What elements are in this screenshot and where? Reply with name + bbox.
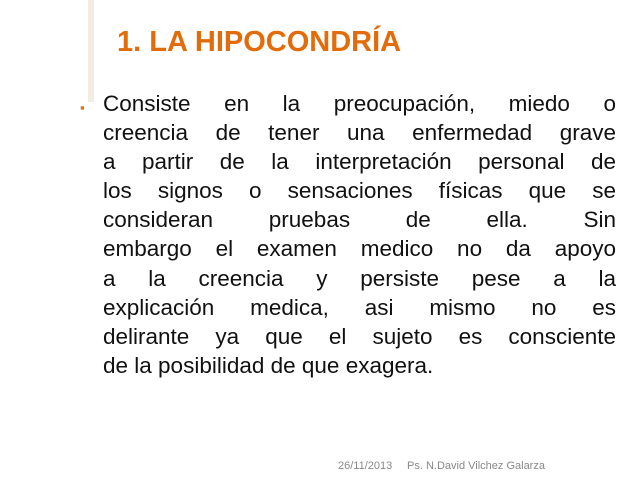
- body-line: consideran pruebas de ella. Sin: [103, 207, 616, 233]
- body-line: delirante ya que el sujeto es consciente: [103, 323, 616, 349]
- footer-author: Ps. N.David Vilchez Galarza: [407, 460, 545, 472]
- body-paragraph: [103, 89, 616, 380]
- square-bullet-icon: ▪: [80, 100, 85, 115]
- body-line: los signos o sensaciones físicas que se: [103, 178, 616, 204]
- slide-title: 1. LA HIPOCONDRÍA: [117, 26, 402, 58]
- accent-bar: [88, 0, 94, 102]
- body-line: Consiste en la preocupación, miedo o: [103, 91, 616, 116]
- footer-date: 26/11/2013: [338, 460, 393, 472]
- body-line: embargo el examen medico no da apoyo: [103, 236, 616, 262]
- body-line: de la posibilidad de que exagera.: [103, 352, 434, 378]
- body-line: a la creencia y persiste pese a la: [103, 265, 616, 291]
- body-line: a partir de la interpretación personal de: [103, 149, 616, 175]
- body-line: explicación medica, asi mismo no es: [103, 294, 616, 320]
- body-line: creencia de tener una enfermedad grave: [103, 120, 616, 146]
